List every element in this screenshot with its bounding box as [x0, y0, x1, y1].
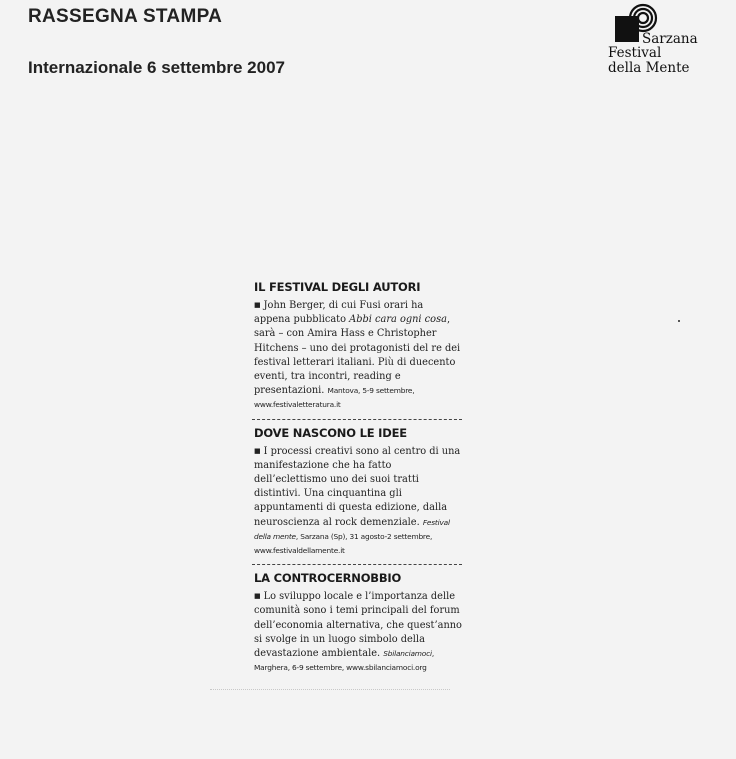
article-festival-autori — [252, 278, 462, 419]
scan-speck — [678, 320, 680, 322]
event-info: Sbilanciamoci, Marghera, 6-9 settembre, www.sbilanciamoci.org — [254, 649, 434, 673]
bullet-icon: ■ — [254, 301, 261, 309]
article-heading: LA CONTROCERNOBBIO — [254, 571, 402, 586]
page-title: RASSEGNA STAMPA — [28, 6, 223, 27]
logo-text-della-mente: della Mente — [608, 60, 690, 76]
article-text: I processi creativi sono al centro di una manifestazione che ha fatto dell’eclettismo uno dei suoi tratti distintivi. Una cinquantina gli appuntamenti di questa edizione, dalla neuroscienza al rock demenziale. — [254, 445, 461, 528]
article-controcernobbio — [252, 564, 462, 681]
article-text: John Berger, di cui Fusi orari ha appena pubblicato — [254, 300, 424, 326]
article-text-cont: , sarà – con Amira Hass e Christopher Hitchens – uno dei protagonisti del re dei festival letterari italiani. Più di duecento eventi, tra incontri, reading e presentazioni. — [254, 314, 461, 397]
festival-logo — [606, 2, 716, 82]
newspaper-clipping — [252, 278, 462, 681]
article-heading: IL FESTIVAL DEGLI AUTORI — [254, 280, 421, 294]
article-heading: DOVE NASCONO LE IDEE — [254, 425, 407, 440]
article-body — [254, 298, 462, 413]
article-body — [254, 589, 462, 675]
bullet-icon: ■ — [254, 446, 261, 455]
article-text: Lo sviluppo locale e l’importanza delle comunità sono i temi principali del forum dell’economia alternativa, che quest’anno si svolge in un luogo simbolo della devastazione ambientale. — [254, 591, 462, 660]
event-info: Mantova, 5-9 settembre, www.festivaletteratura.it — [254, 386, 415, 410]
logo-text-sarzana: Sarzana — [642, 31, 698, 47]
bullet-icon: ■ — [254, 592, 261, 601]
event-info: Festival della mente, Sarzana (Sp), 31 agosto-2 settembre, www.festivaldellamente.it — [254, 517, 450, 556]
logo-text-festival: Festival — [608, 45, 662, 61]
publication-date: Internazionale 6 settembre 2007 — [28, 58, 286, 77]
article-body — [254, 444, 462, 559]
article-dove-nascono — [252, 419, 462, 565]
scan-edge-line — [210, 689, 450, 690]
book-title: Abbi cara ogni cosa — [349, 314, 447, 326]
